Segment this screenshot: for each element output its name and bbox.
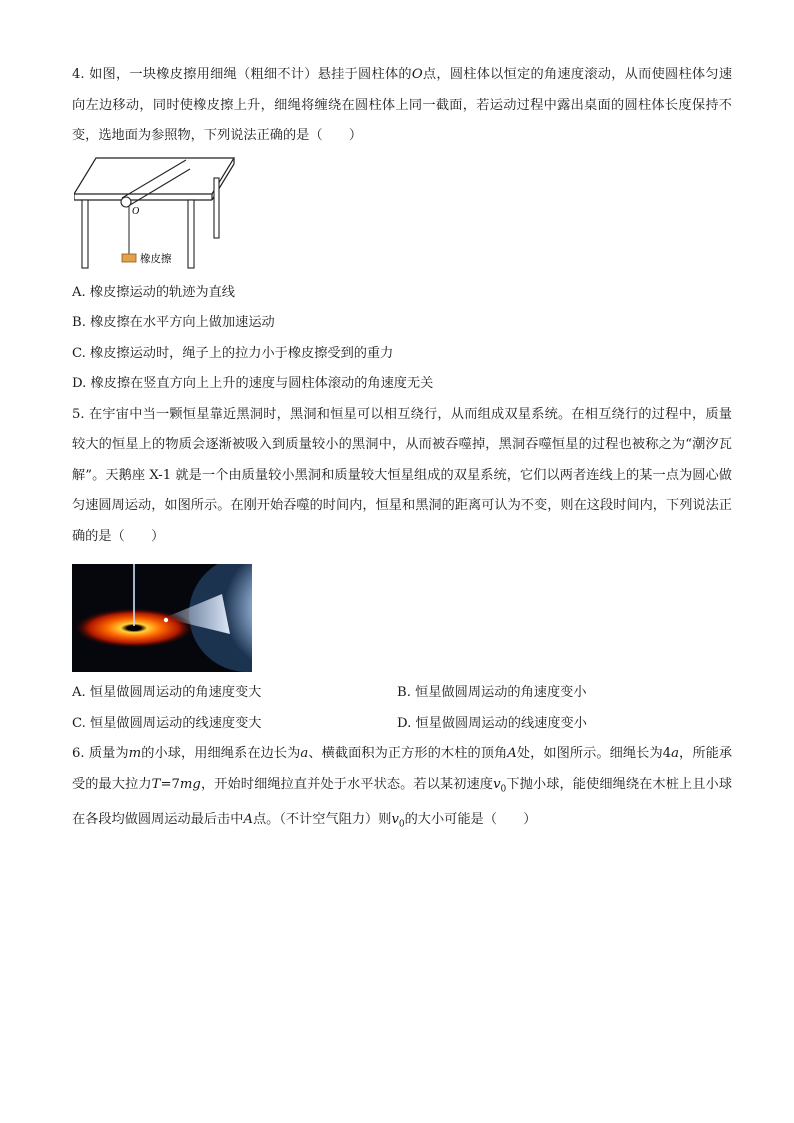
question-4-option-c[interactable]: C. 橡皮擦运动时，绳子上的拉力小于橡皮擦受到的重力 [72, 345, 394, 361]
question-4-stem: 4. 如图，一块橡皮擦用细绳（粗细不计）悬挂于圆柱体的O点，圆柱体以恒定的角速度滚动，从而使圆柱体匀速向左边移动，同时使橡皮擦上升，细绳将缠绕在圆柱体上同一截面，若运动过程中露出桌面的圆柱体长度保持不变，选地面为参照物，下列说法正确的是（ ） [72, 67, 733, 143]
question-5-number: 5. [72, 406, 85, 422]
question-5-options-row-1 [72, 678, 732, 709]
eraser-label: 橡皮擦 [140, 252, 172, 265]
question-6-number: 6. [72, 746, 85, 761]
question-5-option-a[interactable]: A. 恒星做圆周运动的角速度变大 [72, 685, 262, 700]
question-4-number: 4. [72, 67, 85, 82]
question-5-option-b[interactable]: B. 恒星做圆周运动的角速度变小 [397, 685, 587, 700]
question-5-stem: 5. 在宇宙中当一颗恒星靠近黑洞时，黑洞和恒星可以相互绕行，从而组成双星系统。在相互绕行的过程中，质量较大的恒星上的物质会逐渐被吸入到质量较小的黑洞中，从而被吞噬掉，黑洞吞噬恒星的过程也被称之为“潮汐瓦解”。天鹅座 X-1 就是一个由质量较小黑洞和质量较大恒星组成的双星系统，它们以两者连线上的某一点为圆心做匀速圆周运动，如图所示。在刚开始吞噬的时间内，恒星和黑洞的距离可认为不变，则在这段时间内，下列说法正确的是（ ） [72, 406, 732, 544]
table-cylinder-figure [74, 154, 244, 274]
question-4-option-d[interactable]: D. 橡皮擦在竖直方向上上升的速度与圆柱体滚动的角速度无关 [72, 376, 434, 391]
black-hole-star-image [72, 564, 252, 672]
exam-page [72, 60, 732, 840]
question-5-option-d[interactable]: D. 恒星做圆周运动的线速度变小 [397, 715, 587, 731]
point-o-label: O [132, 205, 140, 217]
question-5-option-c[interactable]: C. 恒星做圆周运动的线速度变大 [72, 715, 262, 731]
question-6-stem: 6. 质量为m的小球，用细绳系在边长为a、横截面积为正方形的木柱的顶角A处，如图所示。细绳长为4a，所能承受的最大拉力T=7mg，开始时细绳拉直并处于水平状态。若以某初速度$v_0$下抛小球，能使细绳绕在木桩上且小球在各段均做圆周运动最后击中A点。（不计空气阻力）则$v_0$的大小可能是（ ） [72, 746, 733, 830]
question-5-options-row-2 [72, 709, 732, 740]
question-4-option-a[interactable]: A. 橡皮擦运动的轨迹为直线 [72, 284, 235, 300]
question-4-option-b[interactable]: B. 橡皮擦在水平方向上做加速运动 [72, 315, 275, 330]
